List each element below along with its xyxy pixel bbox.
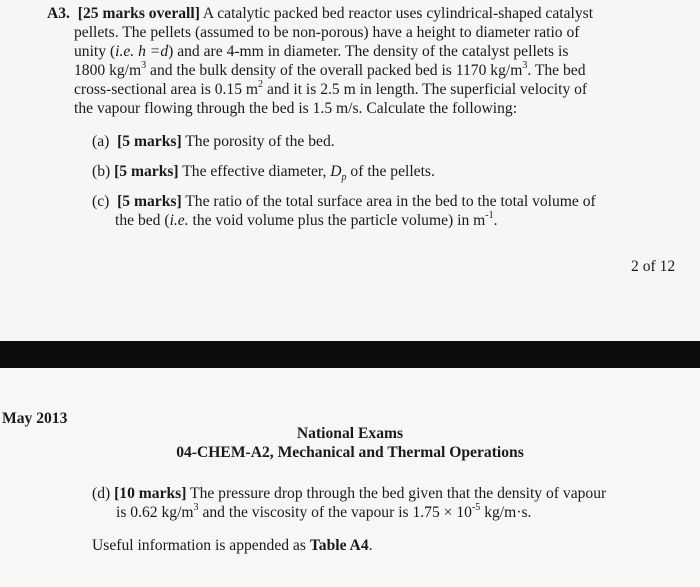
question-marks: [25 marks overall] — [77, 5, 200, 22]
part-c-line-1 — [92, 192, 596, 211]
question-intro-1: A catalytic packed bed reactor uses cylindrical-shaped catalyst — [199, 5, 594, 22]
question-intro-5b: 2 — [258, 78, 264, 90]
exam-subtitle: 04-CHEM-A2, Mechanical and Thermal Operations — [176, 444, 524, 461]
part-d-text-2d: -5 — [471, 501, 481, 513]
part-d-label: (d) — [92, 485, 111, 502]
part-b-var: D — [330, 163, 342, 180]
question-line-6 — [74, 99, 517, 118]
part-a-marks: [5 marks] — [117, 133, 182, 150]
part-b-text-b: of the pellets. — [346, 163, 435, 180]
question-intro-4d: 3 — [522, 59, 528, 71]
part-b-label: (b) — [92, 163, 111, 180]
part-c-text-2d: -1 — [485, 209, 494, 221]
part-d-marks: [10 marks] — [114, 485, 187, 502]
part-d-line-1 — [92, 484, 606, 503]
question-number: A3. — [47, 5, 70, 22]
useful-info-table-ref: Table A4 — [309, 537, 369, 554]
part-d-text-2b: 3 — [193, 501, 199, 513]
question-line-2 — [74, 23, 580, 42]
part-c-marks: [5 marks] — [117, 193, 182, 210]
useful-info-end: . — [368, 537, 373, 554]
part-c-line-2 — [115, 211, 498, 230]
part-c-text-1: The ratio of the total surface area in the bed to the total volume of — [181, 193, 596, 210]
part-c-text-2c: the void volume plus the particle volume) in m — [188, 212, 486, 229]
useful-info — [92, 536, 373, 555]
page-separator — [0, 341, 700, 368]
part-b-marks: [5 marks] — [114, 163, 179, 180]
question-intro-3c: ) and are 4-mm in diameter. The density of the catalyst pellets is — [168, 43, 569, 60]
part-a-text: The porosity of the bed. — [181, 133, 335, 150]
question-intro-5a: cross-sectional area is 0.15 m — [74, 81, 259, 98]
question-intro-5c: and it is 2.5 m in length. The superficial velocity of — [263, 81, 588, 98]
exam-title: National Exams — [296, 425, 404, 442]
part-d-text-1: The pressure drop through the bed given that the density of vapour — [186, 485, 607, 502]
part-d-text-2e: kg/m·s. — [480, 504, 532, 521]
question-line-3 — [74, 42, 568, 61]
question-intro-6: the vapour flowing through the bed is 1.5 m/s. Calculate the following: — [74, 100, 518, 117]
question-intro-3b: i.e. h =d — [115, 43, 169, 60]
question-intro-4a: 1800 kg/m — [74, 62, 142, 79]
part-a-label: (a) — [92, 133, 110, 150]
part-b — [92, 162, 435, 187]
part-c-label: (c) — [92, 193, 110, 210]
question-line-4 — [74, 61, 586, 80]
useful-info-text: Useful information is appended as — [92, 537, 310, 554]
part-d-text-2a: is 0.62 kg/m — [116, 504, 194, 521]
question-line-5 — [74, 80, 587, 99]
part-c-text-2a: the bed ( — [115, 212, 170, 229]
question-intro-3a: unity ( — [74, 43, 116, 60]
part-b-sub: p — [341, 172, 347, 184]
part-c-text-2b: i.e. — [169, 212, 189, 229]
question-intro-4b: 3 — [141, 59, 147, 71]
page-number: 2 of 12 — [631, 258, 676, 275]
question-intro-2: pellets. The pellets (assumed to be non-porous) have a height to diameter ratio of — [74, 24, 580, 41]
part-c-text-2e: . — [493, 212, 498, 229]
question-intro-4e: . The bed — [527, 62, 586, 79]
part-a — [92, 132, 335, 151]
question-line-1 — [47, 4, 593, 23]
part-b-text-a: The effective diameter, — [178, 163, 331, 180]
question-intro-4c: and the bulk density of the overall packed bed is 1170 kg/m — [146, 62, 523, 79]
part-d-line-2 — [116, 503, 531, 522]
part-d-text-2c: and the viscosity of the vapour is 1.75 × 10 — [198, 504, 472, 521]
exam-date: May 2013 — [2, 410, 68, 427]
